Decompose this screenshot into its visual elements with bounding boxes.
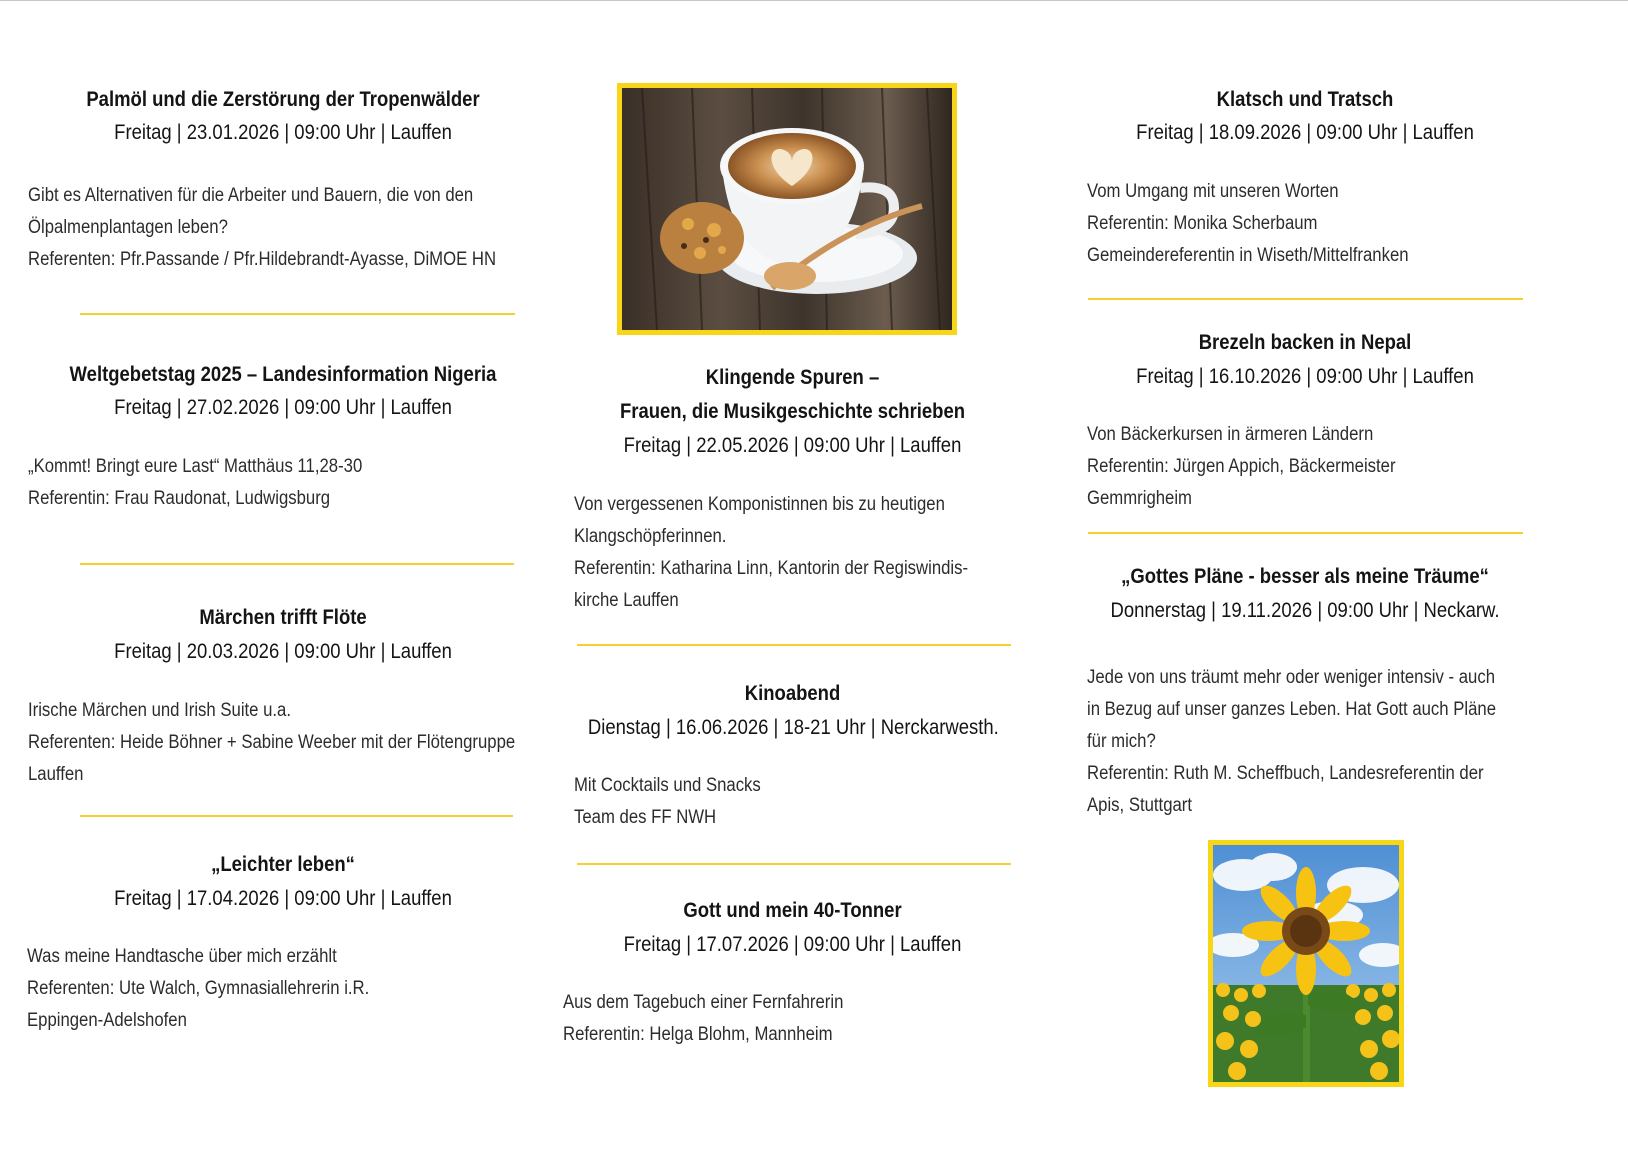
event-description: [1087, 176, 1409, 272]
desc-line: Von Bäckerkursen in ärmeren Ländern: [1087, 424, 1374, 445]
desc-line: Eppingen-Adelshofen: [27, 1010, 187, 1031]
desc-line: Gibt es Alternativen für die Arbeiter und Bauern, die von den: [28, 185, 474, 206]
event-title: Frauen, die Musikgeschichte schrieben: [619, 400, 966, 423]
event-date: Freitag | 23.01.2026 | 09:00 Uhr | Lauffen: [114, 121, 452, 144]
coffee-photo: [617, 83, 957, 335]
divider: [1088, 532, 1523, 534]
divider: [80, 563, 514, 565]
desc-line: Team des FF NWH: [574, 807, 717, 828]
desc-line: Lauffen: [28, 764, 84, 785]
event-title: Klatsch und Tratsch: [1216, 88, 1394, 111]
event-description: [563, 987, 843, 1051]
desc-line: Gemmrigheim: [1087, 488, 1192, 509]
desc-line: Referenten: Pfr.Passande / Pfr.Hildebrandt-Ayasse, DiMOE HN: [28, 249, 497, 270]
desc-line: Referentin: Monika Scherbaum: [1087, 213, 1318, 234]
desc-line: Referenten: Ute Walch, Gymnasiallehrerin i.R.: [27, 978, 370, 999]
desc-line: in Bezug auf unser ganzes Leben. Hat Gott auch Pläne: [1087, 699, 1496, 720]
event-description: [574, 770, 761, 834]
sunflower-icon: [1213, 845, 1399, 1082]
event-date: Dienstag | 16.06.2026 | 18-21 Uhr | Nerckarwesth.: [587, 716, 999, 739]
desc-line: Jede von uns träumt mehr oder weniger intensiv - auch: [1087, 667, 1496, 688]
event-description: [27, 941, 369, 1037]
event-date: Freitag | 18.09.2026 | 09:00 Uhr | Lauffen: [1136, 121, 1474, 144]
event-date: Freitag | 20.03.2026 | 09:00 Uhr | Lauffen: [114, 640, 452, 663]
event-description: [28, 695, 515, 791]
desc-line: Klangschöpferinnen.: [574, 526, 727, 547]
event-description: [1087, 419, 1396, 515]
desc-line: Referentin: Frau Raudonat, Ludwigsburg: [28, 488, 331, 509]
event-description: [28, 451, 362, 515]
divider: [80, 815, 513, 817]
event-date: Donnerstag | 19.11.2026 | 09:00 Uhr | Neckarw.: [1110, 599, 1500, 622]
desc-line: für mich?: [1087, 731, 1156, 752]
desc-line: Apis, Stuttgart: [1087, 795, 1193, 816]
event-title: Kinoabend: [744, 682, 841, 705]
divider: [80, 313, 515, 315]
desc-line: Was meine Handtasche über mich erzählt: [27, 946, 337, 967]
desc-line: Gemeindereferentin in Wiseth/Mittelfranken: [1087, 245, 1409, 266]
event-description: [28, 180, 496, 276]
desc-line: Referentin: Helga Blohm, Mannheim: [563, 1024, 833, 1045]
desc-line: Mit Cocktails und Snacks: [574, 775, 761, 796]
desc-line: Aus dem Tagebuch einer Fernfahrerin: [563, 992, 844, 1013]
event-date: Freitag | 17.07.2026 | 09:00 Uhr | Lauffen: [623, 933, 962, 956]
event-title: „Leichter leben“: [211, 853, 355, 876]
event-description: [1087, 662, 1496, 822]
event-title: Gott und mein 40-Tonner: [683, 899, 902, 922]
event-title: Klingende Spuren –: [705, 366, 880, 389]
top-border-line: [0, 0, 1628, 1]
desc-line: Referentin: Katharina Linn, Kantorin der Regiswindis-: [574, 558, 969, 579]
desc-line: Irische Märchen und Irish Suite u.a.: [28, 700, 292, 721]
desc-line: Referentin: Jürgen Appich, Bäckermeister: [1087, 456, 1396, 477]
event-title: Brezeln backen in Nepal: [1198, 331, 1412, 354]
event-title: Weltgebetstag 2025 – Landesinformation Nigeria: [69, 363, 497, 386]
sunflower-photo: [1208, 840, 1404, 1087]
desc-line: Referenten: Heide Böhner + Sabine Weeber mit der Flötengruppe: [28, 732, 516, 753]
event-title: „Gottes Pläne - besser als meine Träume“: [1121, 565, 1489, 588]
desc-line: Ölpalmenplantagen leben?: [28, 217, 228, 238]
desc-line: Von vergessenen Komponistinnen bis zu heutigen: [574, 494, 945, 515]
event-date: Freitag | 17.04.2026 | 09:00 Uhr | Lauffen: [114, 887, 452, 910]
divider: [577, 863, 1011, 865]
event-title: Märchen trifft Flöte: [199, 606, 367, 629]
divider: [1088, 298, 1523, 300]
divider: [577, 644, 1011, 646]
event-date: Freitag | 16.10.2026 | 09:00 Uhr | Lauffen: [1136, 365, 1474, 388]
coffee-cup-icon: [622, 88, 952, 330]
event-date: Freitag | 27.02.2026 | 09:00 Uhr | Lauffen: [114, 396, 452, 419]
desc-line: Vom Umgang mit unseren Worten: [1087, 181, 1339, 202]
desc-line: kirche Lauffen: [574, 590, 679, 611]
event-title: Palmöl und die Zerstörung der Tropenwälder: [86, 88, 480, 111]
event-date: Freitag | 22.05.2026 | 09:00 Uhr | Lauffen: [623, 434, 962, 457]
desc-line: Referentin: Ruth M. Scheffbuch, Landesreferentin der: [1087, 763, 1484, 784]
desc-line: „Kommt! Bringt eure Last“ Matthäus 11,28-30: [28, 456, 363, 477]
event-description: [574, 489, 968, 617]
